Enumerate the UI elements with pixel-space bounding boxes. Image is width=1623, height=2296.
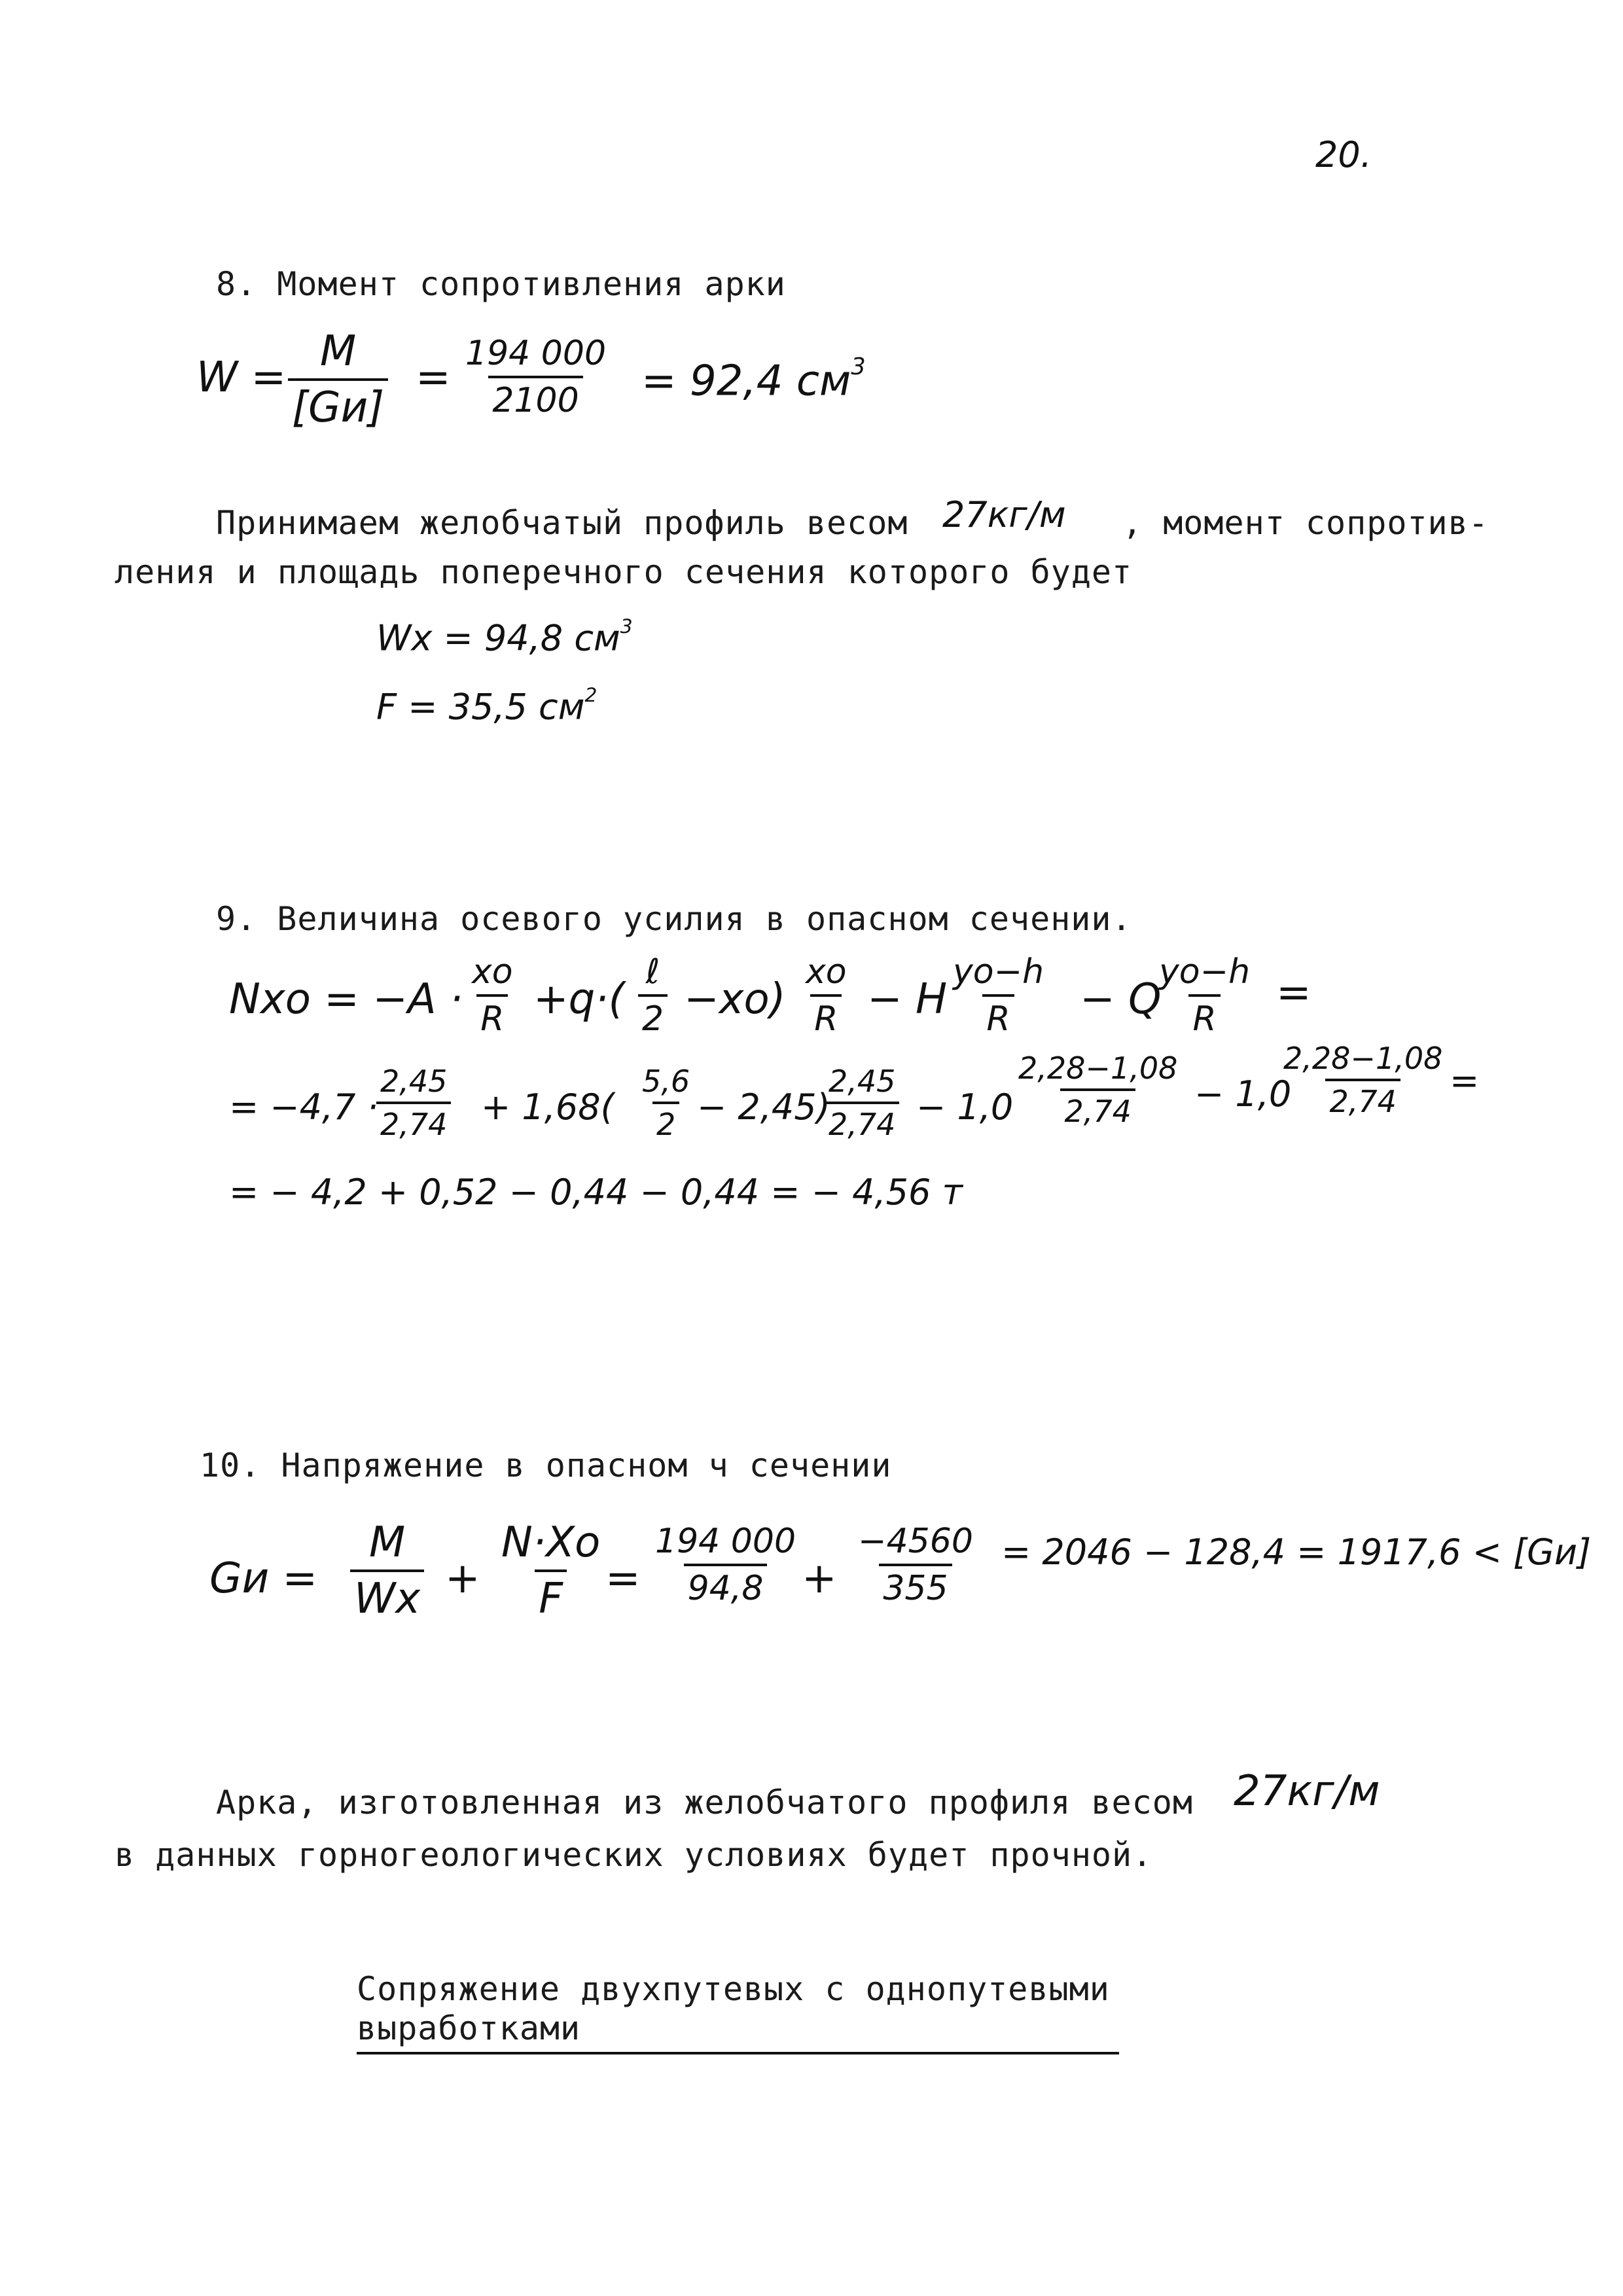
para-line-2: ления и площадь поперечного сечения которого будет [115,553,1133,591]
formula-sigma-frac-3 [651,1522,800,1608]
formula-sigma-frac-1-den: Wx [350,1570,424,1623]
page-number: 20. [1315,134,1372,175]
formula-n2-e: − 1,0 [1194,1073,1292,1115]
formula-n1-frac-2-num: ℓ [645,952,660,992]
formula-n1-c: −xo) [684,975,786,1024]
formula-n-line-3: = − 4,2 + 0,52 − 0,44 − 0,44 = − 4,56 т [229,1172,963,1213]
para-weight-1: 27кг/м [942,494,1066,535]
formula-n2-frac-5-den: 2,74 [1325,1079,1400,1119]
formula-w-result-value: = 92,4 см [641,357,851,406]
formula-sigma-frac-1 [350,1518,424,1623]
formula-sigma-frac-4-num: −4560 [858,1522,973,1561]
formula-n2-frac-5 [1279,1041,1446,1119]
formula-n1-e: − Q [1080,975,1162,1024]
formula-n1-frac-4-num: yo−h [953,952,1044,992]
section-8-heading: 8. Момент сопротивления арки [216,265,786,303]
formula-n1-frac-3-num: xo [806,952,847,992]
formula-n1-frac-5-num: yo−h [1159,952,1251,992]
formula-n2-c: − 2,45) [697,1086,830,1128]
formula-n1-f: = [1276,969,1311,1017]
formula-n1-a: Nxo = −A · [229,975,463,1024]
formula-sigma-frac-1-num: M [368,1518,406,1567]
formula-n2-frac-4-den: 2,74 [1060,1088,1135,1129]
formula-n1-d: − H [867,975,948,1024]
wx-exp: 3 [620,615,633,638]
formula-n2-frac-2-den: 2 [652,1102,679,1142]
formula-sigma-frac-2-den: F [535,1570,567,1623]
wx-value-text: Wx = 94,8 см [376,617,620,659]
formula-n2-frac-1-num: 2,45 [380,1064,448,1099]
formula-n1-b: +q·( [533,975,625,1024]
area-value-text: F = 35,5 см [376,686,585,728]
section-10-heading: 10. Напряжение в опасном ч сечении [200,1446,892,1484]
formula-n1-frac-2 [638,952,668,1039]
next-section-title-line-2: выработками [357,2009,581,2047]
formula-n1-frac-1-den: R [476,994,508,1039]
formula-sigma-lhs: Gи = [209,1554,318,1603]
formula-sigma-plus-1: + [445,1554,480,1603]
area-value [376,684,597,728]
formula-sigma-frac-4-den: 355 [879,1564,952,1608]
formula-n2-frac-2 [638,1064,694,1142]
conclusion-line-2: в данных горногеологических условиях будет прочной. [115,1836,1153,1874]
next-section-title-line-1: Сопряжение двухпутевых с однопутевыми [357,1970,1110,2008]
formula-n2-a: = −4,7 · [229,1086,378,1128]
formula-n2-frac-4-num: 2,28−1,08 [1018,1050,1178,1086]
formula-n2-b: + 1,68( [481,1086,615,1128]
formula-n1-frac-4 [949,952,1048,1039]
formula-sigma-equals: = [605,1554,641,1603]
formula-n1-frac-3 [802,952,851,1039]
formula-n2-frac-2-num: 5,6 [642,1064,690,1099]
formula-sigma-frac-3-den: 94,8 [684,1564,768,1608]
formula-w-result-exp: 3 [851,353,866,380]
section-9-heading: 9. Величина осевого усилия в опасном сечении. [216,900,1132,938]
formula-n2-frac-1-den: 2,74 [376,1102,451,1142]
area-exp: 2 [584,684,597,707]
formula-n1-frac-1 [468,952,517,1039]
formula-sigma-frac-2-num: N·Xo [501,1518,601,1567]
formula-sigma-plus-2: + [802,1554,837,1603]
formula-w-equals: = [416,353,451,402]
formula-n2-frac-3-den: 2,74 [825,1102,899,1142]
formula-sigma-frac-4 [854,1522,977,1608]
formula-n2-f: = [1450,1060,1480,1102]
formula-w-fraction-1 [288,327,388,432]
formula-n2-frac-5-num: 2,28−1,08 [1283,1041,1443,1076]
formula-n2-frac-4 [1014,1050,1181,1129]
formula-n2-frac-3 [825,1064,899,1142]
formula-n2-d: − 1,0 [916,1086,1014,1128]
formula-w-fraction-1-num: M [319,327,357,376]
formula-sigma-frac-2 [497,1518,604,1623]
formula-n1-frac-4-den: R [982,994,1014,1039]
formula-w-lhs: W = [196,353,287,402]
formula-n2-frac-1 [376,1064,451,1142]
formula-n1-frac-5-den: R [1188,994,1220,1039]
formula-w-result [641,353,866,406]
formula-sigma-frac-3-num: 194 000 [655,1522,796,1561]
para-line-1a: Принимаем желобчатый профиль весом [216,504,908,542]
conclusion-line-1: Арка, изготовленная из желобчатого профиля весом [216,1784,1193,1821]
formula-w-fraction-1-den: [Gи] [288,378,388,432]
formula-n1-frac-1-num: xo [472,952,513,992]
formula-n2-frac-3-num: 2,45 [829,1064,896,1099]
formula-n1-frac-5 [1155,952,1254,1039]
formula-sigma-result: = 2046 − 128,4 = 1917,6 < [Gи] [1001,1532,1592,1573]
wx-value [376,615,633,659]
next-section-underline [357,2052,1119,2054]
formula-w-fraction-2-num: 194 000 [465,334,607,373]
formula-w-fraction-2 [461,334,610,420]
formula-n1-frac-3-den: R [810,994,842,1039]
para-line-1b: , момент сопротив- [1122,504,1489,542]
formula-n1-frac-2-den: 2 [638,994,668,1039]
formula-w-fraction-2-den: 2100 [488,376,582,420]
conclusion-weight: 27кг/м [1234,1767,1380,1816]
